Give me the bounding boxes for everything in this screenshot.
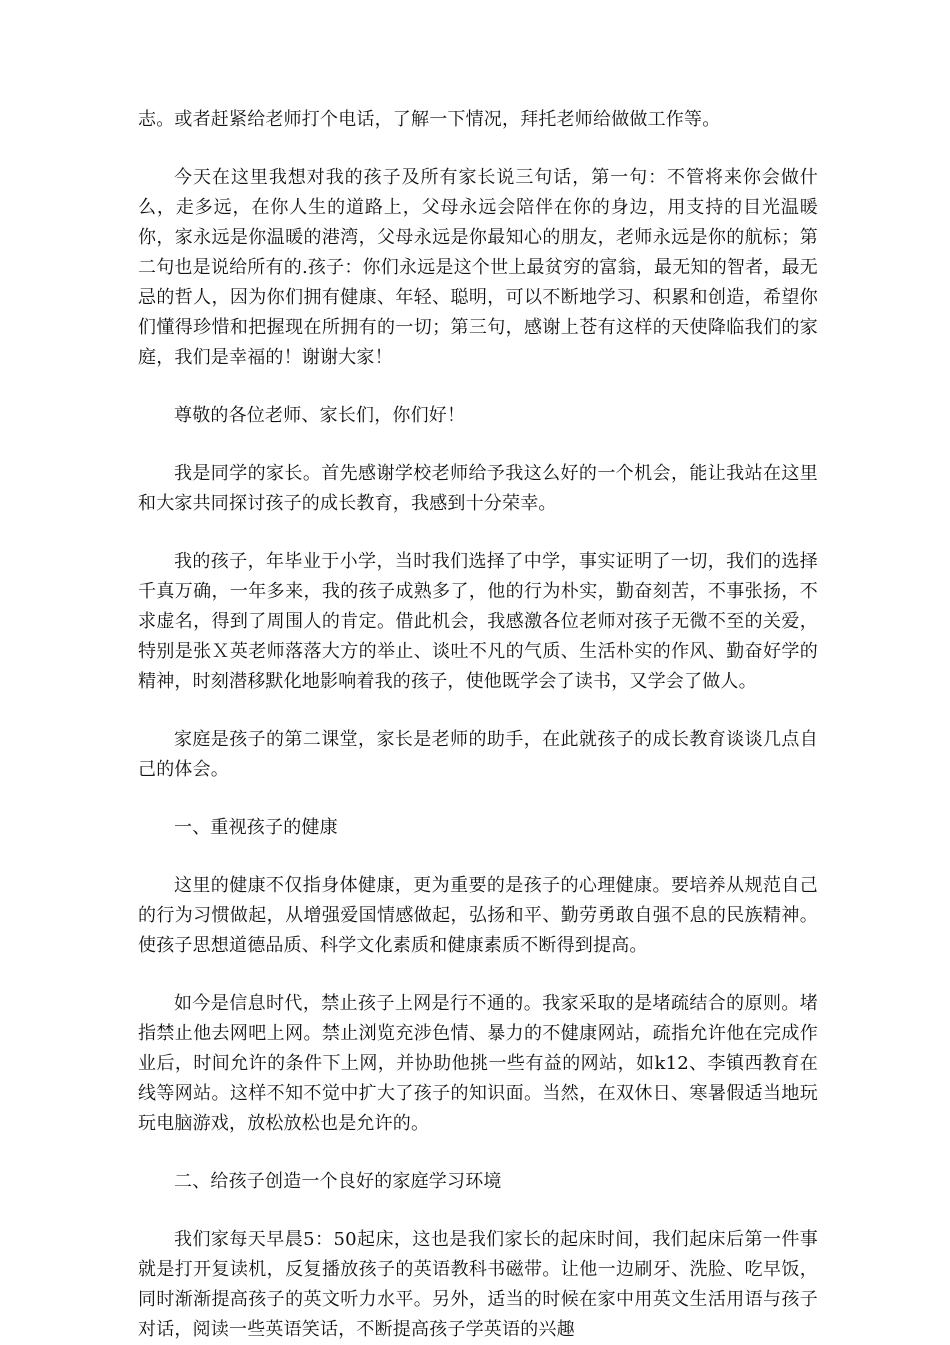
paragraph-three-messages: 今天在这里我想对我的孩子及所有家长说三句话，第一句：不管将来你会做什么，走多远，在你人生的道路上，父母永远会陪伴在你的身边，用支持的目光温暖你，家永远是你温暖的港湾，父母永远是你最知心的朋友，老师永远是你的航标；第二句也是说给所有的.孩子：你们永远是这个世上最贫穷的富翁，最无知的智者，最无忌的哲人，因为你们拥有健康、年轻、聪明，可以不断地学习、积累和创造，希望你们懂得珍惜和把握现在所拥有的一切；第三句，感谢上苍有这样的天使降临我们的家庭，我们是幸福的！谢谢大家！: [138, 167, 818, 368]
paragraph-morning-routine: 我们家每天早晨5：50起床，这也是我们家长的起床时间，我们起床后第一件事就是打开复读机，反复播放孩子的英语教科书磁带。让他一边刷牙、洗脸、吃早饭，同时渐渐提高孩子的英文听力水平。另外，适当的时候在家中用英文生活用语与孩子对话，阅读一些英语笑话，不断提高孩子学英语的兴趣: [138, 1229, 818, 1340]
document-body: [138, 105, 818, 1345]
paragraph-health: 这里的健康不仅指身体健康，更为重要的是孩子的心理健康。要培养从规范自己的行为习惯做起，从增强爱国情感做起，弘扬和平、勤劳勇敢自强不息的民族精神。使孩子思想道德品质、科学文化素质和健康素质不断得到提高。: [138, 875, 818, 956]
paragraph-greeting: 尊敬的各位老师、家长们，你们好！: [174, 405, 466, 426]
paragraph-my-child: 我的孩子，年毕业于小学，当时我们选择了中学，事实证明了一切，我们的选择千真万确，一年多来，我的孩子成熟多了，他的行为朴实，勤奋刻苦，不事张扬，不求虚名，得到了周围人的肯定。借此机会，我感激各位老师对孩子无微不至的关爱，特别是张Ｘ英老师落落大方的举止、谈吐不凡的气质、生活朴实的作风、勤奋好学的精神，时刻潜移默化地影响着我的孩子，使他既学会了读书，又学会了做人。: [138, 551, 818, 692]
paragraph-internet: 如今是信息时代，禁止孩子上网是行不通的。我家采取的是堵疏结合的原则。堵指禁止他去网吧上网。禁止浏览充涉色情、暴力的不健康网站，疏指允许他在完成作业后，时间允许的条件下上网，并协助他挑一些有益的网站，如k12、李镇西教育在线等网站。这样不知不觉中扩大了孩子的知识面。当然，在双休日、寒暑假适当地玩玩电脑游戏，放松放松也是允许的。: [138, 993, 818, 1134]
paragraph-family-classroom: 家庭是孩子的第二课堂，家长是老师的助手，在此就孩子的成长教育谈谈几点自己的体会。: [138, 729, 818, 780]
section-heading-learning-environment: 二、给孩子创造一个良好的家庭学习环境: [174, 1171, 502, 1192]
paragraph-continuation: 志。或者赶紧给老师打个电话，了解一下情况，拜托老师给做做工作等。: [138, 109, 721, 130]
paragraph-introduction: 我是同学的家长。首先感谢学校老师给予我这么好的一个机会，能让我站在这里和大家共同探讨孩子的成长教育，我感到十分荣幸。: [138, 463, 818, 514]
section-heading-health: 一、重视孩子的健康: [174, 817, 338, 838]
